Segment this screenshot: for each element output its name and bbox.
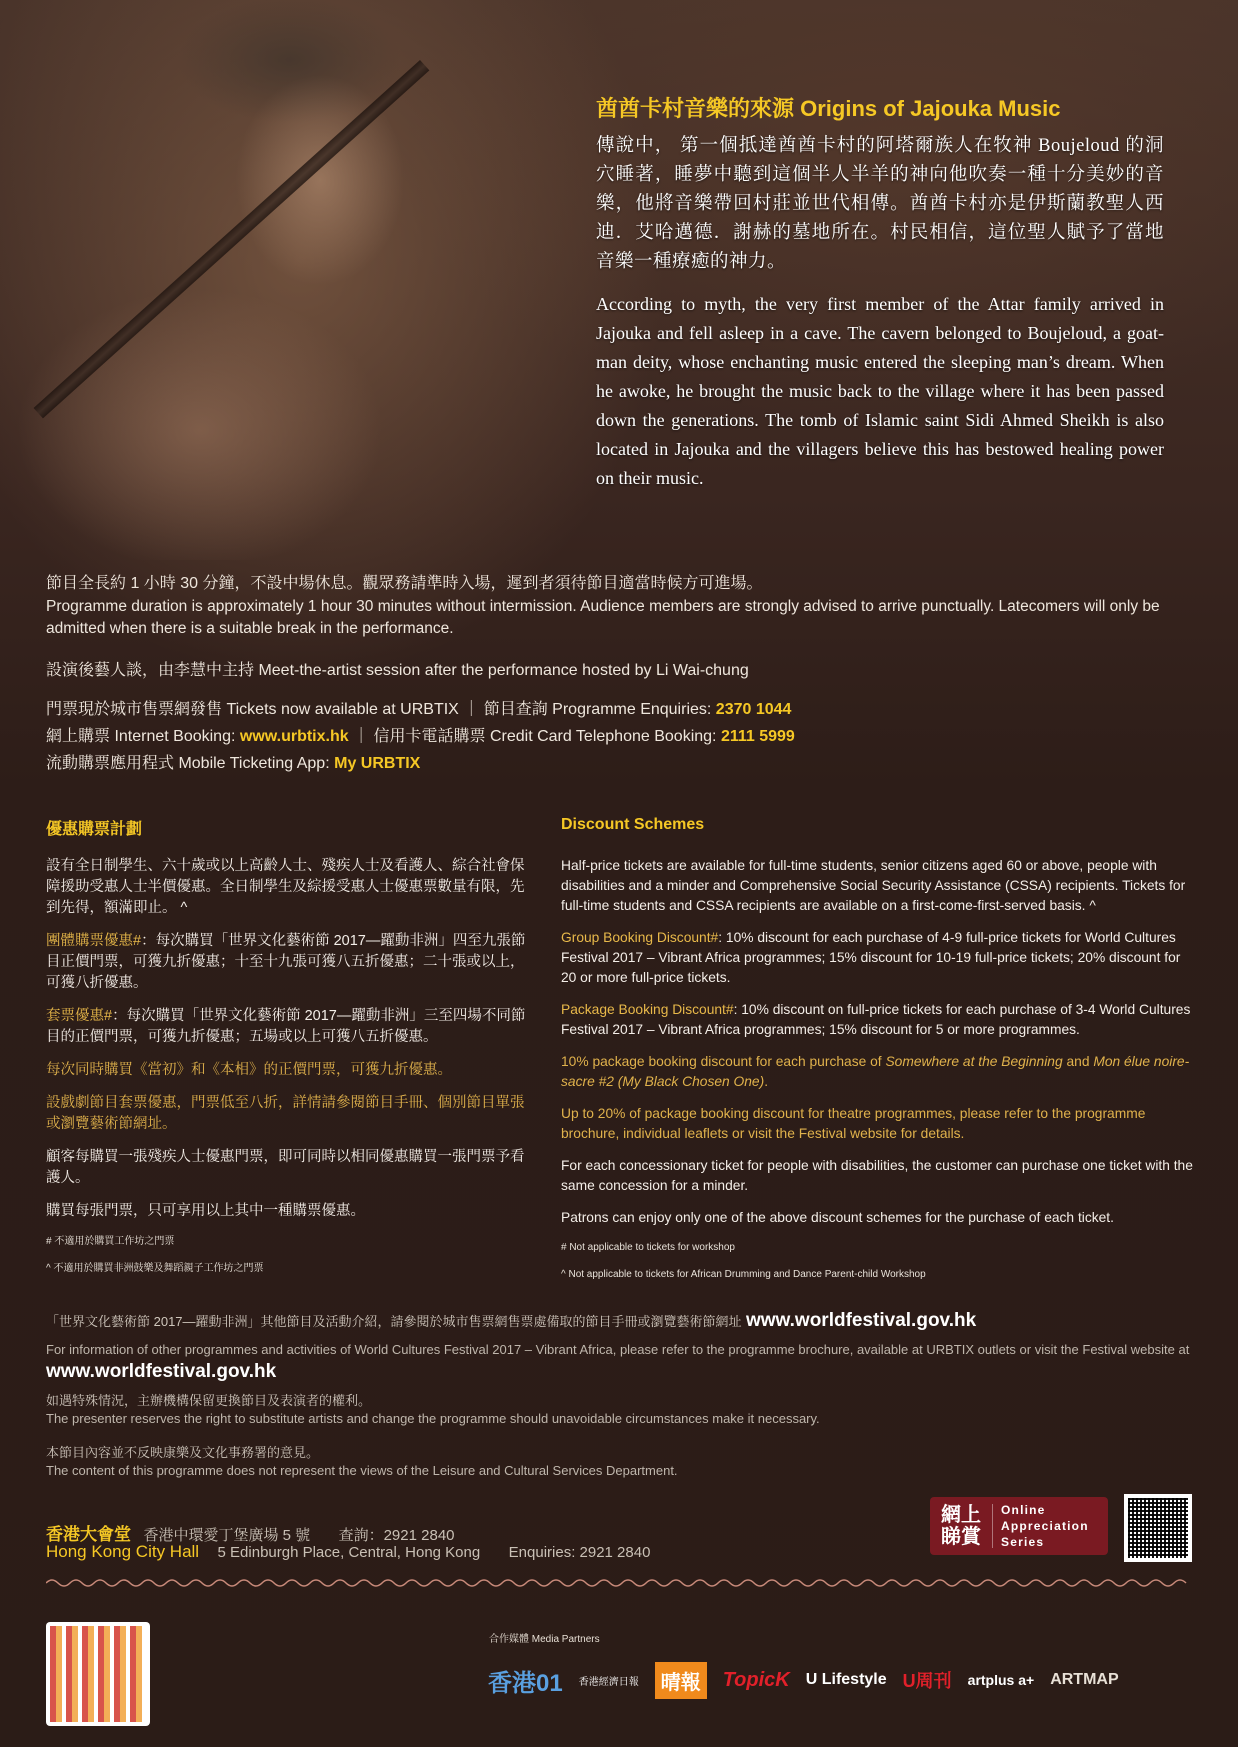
festival-info-zh-line [46, 1310, 1206, 1332]
website-link-1[interactable]: www.worldfestival.gov.hk [746, 1310, 977, 1331]
discount-zh-half-price: 設有全日制學生、六十歲或以上高齡人士、殘疾人士及看護人、綜合社會保障援助受惠人士半價優惠。全日制學生及綜援受惠人士優惠票數量有限，先到先得，額滿即止。 ^ [46, 858, 525, 916]
mobile-app-name: My URBTIX [334, 755, 421, 772]
views-zh: 本節目內容並不反映康樂及文化事務署的意見。 [46, 1445, 320, 1460]
musician-photo [0, 0, 560, 560]
discount-zh-one-only: 購買每張門票，只可享用以上其中一種購票優惠。 [46, 1203, 365, 1219]
tickets-line-2 [46, 726, 1206, 748]
wechat-qr-code-icon[interactable] [46, 1622, 150, 1726]
festival-info-en: For information of other programmes and activities of World Cultures Festival 2017 – Vibrant Africa, please refer to the programme brochure, available at URBTIX outlets or visit the Festival website at [46, 1342, 1190, 1357]
qr-code-icon[interactable] [1124, 1494, 1192, 1562]
venue-name-zh: 香港大會堂 [46, 1525, 131, 1544]
note-en-1: # Not applicable to tickets for workshop [561, 1242, 735, 1253]
media-partners-label: 合作媒體 Media Partners [489, 1634, 600, 1645]
discount-en-theatre: Up to 20% of package booking discount for theatre programmes, please refer to the programme brochure, individual leaflets or visit the Festival website for details. [561, 1106, 1146, 1141]
credit-card-label: ｜ 信用卡電話購票 Credit Card Telephone Booking: [353, 728, 717, 745]
venue-enquiry-en: Enquiries: 2921 2840 [508, 1544, 651, 1561]
discount-heading-zh: 優惠購票計劃 [46, 821, 143, 838]
partner-logo-topick[interactable]: TopicK [722, 1668, 790, 1691]
online-appreciation-badge[interactable] [930, 1497, 1108, 1555]
meet-artist: 設演後藝人談，由李慧中主持 Meet-the-artist session after the performance hosted by Li Wai-chung [46, 662, 749, 679]
venue-enquiry-zh: 查詢：2921 2840 [338, 1527, 455, 1544]
urbtix-link[interactable]: www.urbtix.hk [239, 728, 349, 745]
note-zh-1: # 不適用於購買工作坊之門票 [46, 1236, 175, 1247]
discount-en-package: Package Booking Discount#: 10% discount on full-price tickets for each purchase of 3-4 World Cultures Festival 2017 – Vibrant Africa programmes; 15% discount for 5 or more programmes. [561, 1002, 1191, 1037]
duration-zh: 節目全長約 1 小時 30 分鐘，不設中場休息。觀眾務請準時入場，遲到者須待節目適當時候方可進場。 [46, 575, 763, 592]
origins-story-en: According to myth, the very first member of the Attar family arrived in Jajouka and fell asleep in a cave. The cavern belonged to Boujeloud, a goat-man deity, whose enchanting music entered the sleeping man’s dream. When he awoke, he brought the music back to the village where it has been passed down the generations. The tomb of Islamic saint Sidi Ahmed Sheikh is also located in Jajouka and the villagers believe this has bestowed healing power on their music. [596, 294, 1164, 488]
discount-en-one-only: Patrons can enjoy only one of the above discount schemes for the purchase of each ticket. [561, 1210, 1114, 1225]
discount-column-en [561, 856, 1197, 1294]
discount-zh-combo: 每次同時購買《當初》和《本相》的正價門票，可獲九折優惠。 [46, 1062, 452, 1078]
tickets-label: 門票現於城市售票網發售 Tickets now available at URBTIX ｜ 節目查詢 Programme Enquiries: [46, 701, 712, 718]
discount-heading-en: Discount Schemes [561, 816, 705, 833]
partner-logo-hk01[interactable]: 香港01 [488, 1669, 563, 1697]
festival-info-zh: 「世界文化藝術節 2017—躍動非洲」其他節目及活動介紹，請參閱於城市售票網售票處備取的節目手冊或瀏覽藝術節網址 [46, 1314, 742, 1329]
note-zh-2: ^ 不適用於購買非洲鼓樂及舞蹈親子工作坊之門票 [46, 1263, 264, 1274]
website-link-2[interactable]: www.worldfestival.gov.hk [46, 1361, 277, 1382]
partner-logo-artmap[interactable]: ARTMAP [1050, 1671, 1119, 1688]
badge-label-en: Online Appreciation Series [1001, 1503, 1089, 1549]
tickets-line-1 [46, 699, 1206, 721]
discount-en-minder: For each concessionary ticket for people with disabilities, the customer can purchase one ticket with the same concession for a minder. [561, 1158, 1193, 1193]
origins-title: 酋酋卡村音樂的來源 Origins of Jajouka Music [596, 96, 1061, 121]
venue-name-en: Hong Kong City Hall [46, 1542, 200, 1561]
discount-en-combo: 10% package booking discount for each purchase of Somewhere at the Beginning and Mon élue noire-sacre #2 (My Black Chosen One). [561, 1054, 1190, 1089]
discount-en-group: Group Booking Discount#: 10% discount for each purchase of 4-9 full-price tickets for World Cultures Festival 2017 – Vibrant Africa programmes; 15% discount for 10-19 full-price tickets; 20% discount for 20 or more full-price tickets. [561, 930, 1181, 985]
enquiry-phone: 2370 1044 [715, 701, 792, 718]
discount-zh-package: 套票優惠#：每次購買「世界文化藝術節 2017—躍動非洲」三至四場不同節目的正價門票，可獲九折優惠；五場或以上可獲八五折優惠。 [46, 1008, 526, 1045]
badge-label-zh: 網上 睇賞 [930, 1504, 993, 1548]
partner-logo-artplus[interactable]: artplus a+ [967, 1672, 1035, 1688]
qr-pattern [50, 1626, 146, 1722]
duration-en: Programme duration is approximately 1 hour 30 minutes without intermission. Audience members are strongly advised to arrive punctually. Latecomers will only be admitted when there is a suitable break in the performance. [46, 598, 1160, 637]
partner-logo-uweekly[interactable]: U周刊 [902, 1671, 952, 1691]
discount-en-half-price: Half-price tickets are available for full-time students, senior citizens aged 60 or above, people with disabilities and a minder and Comprehensive Social Security Assistance (CSSA) recipients. Tickets for full-time students and CSSA recipients are available on a first-come-first-served basis. ^ [561, 858, 1186, 913]
origins-story-zh: 傳說中， 第一個抵達酋酋卡村的阿塔爾族人在牧神 Boujeloud 的洞穴睡著，睡夢中聽到這個半人半羊的神向他吹奏一種十分美妙的音樂，他將音樂帶回村莊並世代相傳。酋酋卡村亦是伊斯蘭教聖人西迪．艾哈邁德．謝赫的墓地所在。村民相信，這位聖人賦予了當地音樂一種療癒的神力。 [596, 136, 1164, 272]
discount-column-zh [46, 856, 536, 1288]
partner-logo-hket[interactable]: 香港經濟日報 [578, 1676, 639, 1688]
wavy-divider [46, 1576, 1192, 1590]
views-en: The content of this programme does not represent the views of the Leisure and Cultural Services Department. [46, 1463, 678, 1478]
booking-phone: 2111 5999 [720, 728, 795, 745]
tickets-line-3 [46, 753, 1206, 775]
venue-address-zh: 香港中環愛丁堡廣場 5 號 [143, 1527, 311, 1544]
media-partner-logos [488, 1655, 1200, 1705]
partner-logo-skypost[interactable]: 晴報 [655, 1662, 707, 1699]
venue-address-en: 5 Edinburgh Place, Central, Hong Kong [217, 1544, 481, 1561]
discount-zh-group: 團體購票優惠#：每次購買「世界文化藝術節 2017—躍動非洲」四至九張節目正價門票，可獲九折優惠；十至十九張可獲八五折優惠；二十張或以上，可獲八折優惠。 [46, 933, 526, 991]
note-en-2: ^ Not applicable to tickets for African Drumming and Dance Parent-child Workshop [561, 1269, 926, 1280]
rights-zh: 如遇特殊情況，主辦機構保留更換節目及表演者的權利。 [46, 1393, 372, 1408]
discount-zh-minder: 顧客每購買一張殘疾人士優惠門票，即可同時以相同優惠購買一張門票予看護人。 [46, 1149, 525, 1186]
rights-en: The presenter reserves the right to substitute artists and change the programme should unavoidable circumstances make it necessary. [46, 1411, 820, 1426]
partner-logo-ulifestyle[interactable]: U Lifestyle [805, 1671, 887, 1688]
internet-booking-label: 網上購票 Internet Booking: [46, 728, 236, 745]
venue-en [46, 1542, 650, 1562]
mobile-app-label: 流動購票應用程式 Mobile Ticketing App: [46, 755, 330, 772]
festival-info-en-block [46, 1339, 1206, 1384]
discount-zh-theatre: 設戲劇節目套票優惠，門票低至八折，詳情請參閱節目手冊、個別節目單張或瀏覽藝術節網址。 [46, 1095, 525, 1132]
